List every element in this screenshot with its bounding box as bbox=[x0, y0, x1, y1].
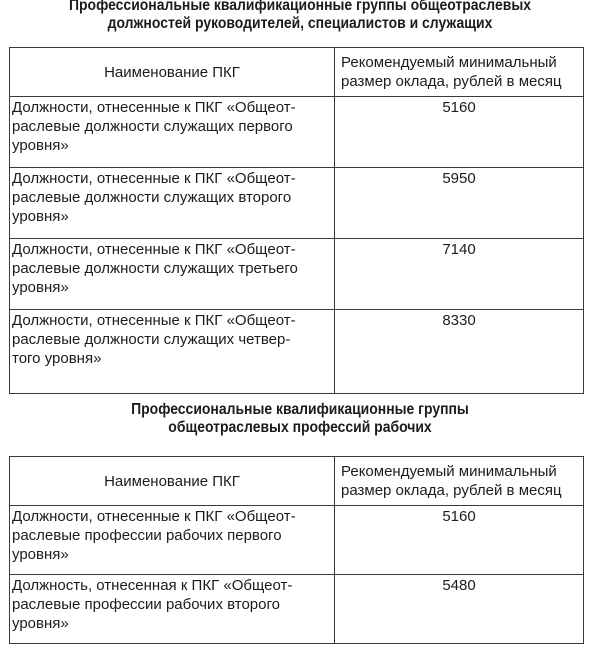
salary-value-cell: 5160 bbox=[335, 506, 584, 575]
table-row bbox=[10, 239, 584, 310]
column-header-name: Наименование ПКГ bbox=[10, 48, 335, 97]
section-1-heading bbox=[30, 0, 570, 33]
cell-line: раслевые должности служащих второго bbox=[12, 189, 292, 206]
section-2-heading bbox=[30, 401, 570, 437]
column-header-salary bbox=[335, 48, 584, 97]
cell-line: раслевые должности служащих первого bbox=[12, 118, 293, 135]
cell-line: уровня» bbox=[12, 137, 69, 154]
table-row bbox=[10, 97, 584, 168]
heading-line: Профессиональные квалификационные группы общеотраслевых bbox=[69, 0, 531, 14]
header-line: размер оклада, рублей в месяц bbox=[341, 73, 562, 90]
cell-line: уровня» bbox=[12, 546, 69, 563]
heading-line: должностей руководителей, специалистов и служащих bbox=[107, 15, 493, 32]
salary-value-cell: 7140 bbox=[335, 239, 584, 310]
header-line: Рекомендуемый минимальный bbox=[341, 463, 557, 480]
cell-line: уровня» bbox=[12, 279, 69, 296]
cell-line: раслевые должности служащих третьего bbox=[12, 260, 298, 277]
cell-line: Должность, отнесенная к ПКГ «Общеот- bbox=[12, 577, 293, 594]
salary-value-cell: 8330 bbox=[335, 310, 584, 394]
table-header-row bbox=[10, 48, 584, 97]
header-line: размер оклада, рублей в месяц bbox=[341, 482, 562, 499]
cell-line: раслевые должности служащих четвер- bbox=[12, 331, 291, 348]
cell-line: того уровня» bbox=[12, 350, 102, 367]
table-row bbox=[10, 506, 584, 575]
cell-line: Должности, отнесенные к ПКГ «Общеот- bbox=[12, 99, 296, 116]
pkg-name-cell bbox=[10, 239, 335, 310]
salary-table-workers bbox=[9, 456, 584, 644]
pkg-name-cell bbox=[10, 97, 335, 168]
cell-line: уровня» bbox=[12, 208, 69, 225]
table-header-row bbox=[10, 457, 584, 506]
salary-value-cell: 5950 bbox=[335, 168, 584, 239]
cell-line: уровня» bbox=[12, 615, 69, 632]
cell-line: Должности, отнесенные к ПКГ «Общеот- bbox=[12, 508, 296, 525]
pkg-name-cell bbox=[10, 310, 335, 394]
pkg-name-cell bbox=[10, 168, 335, 239]
salary-value-cell: 5160 bbox=[335, 97, 584, 168]
table-row bbox=[10, 575, 584, 644]
table-row bbox=[10, 168, 584, 239]
salary-table-employees bbox=[9, 47, 584, 394]
salary-value-cell: 5480 bbox=[335, 575, 584, 644]
column-header-name: Наименование ПКГ bbox=[10, 457, 335, 506]
cell-line: Должности, отнесенные к ПКГ «Общеот- bbox=[12, 312, 296, 329]
pkg-name-cell bbox=[10, 575, 335, 644]
cell-line: раслевые профессии рабочих первого bbox=[12, 527, 282, 544]
heading-line: общеотраслевых профессий рабочих bbox=[168, 419, 432, 436]
heading-line: Профессиональные квалификационные группы bbox=[131, 401, 469, 418]
column-header-salary bbox=[335, 457, 584, 506]
pkg-name-cell bbox=[10, 506, 335, 575]
cell-line: Должности, отнесенные к ПКГ «Общеот- bbox=[12, 241, 296, 258]
header-line: Рекомендуемый минимальный bbox=[341, 54, 557, 71]
cell-line: Должности, отнесенные к ПКГ «Общеот- bbox=[12, 170, 296, 187]
table-row bbox=[10, 310, 584, 394]
cell-line: раслевые профессии рабочих второго bbox=[12, 596, 280, 613]
